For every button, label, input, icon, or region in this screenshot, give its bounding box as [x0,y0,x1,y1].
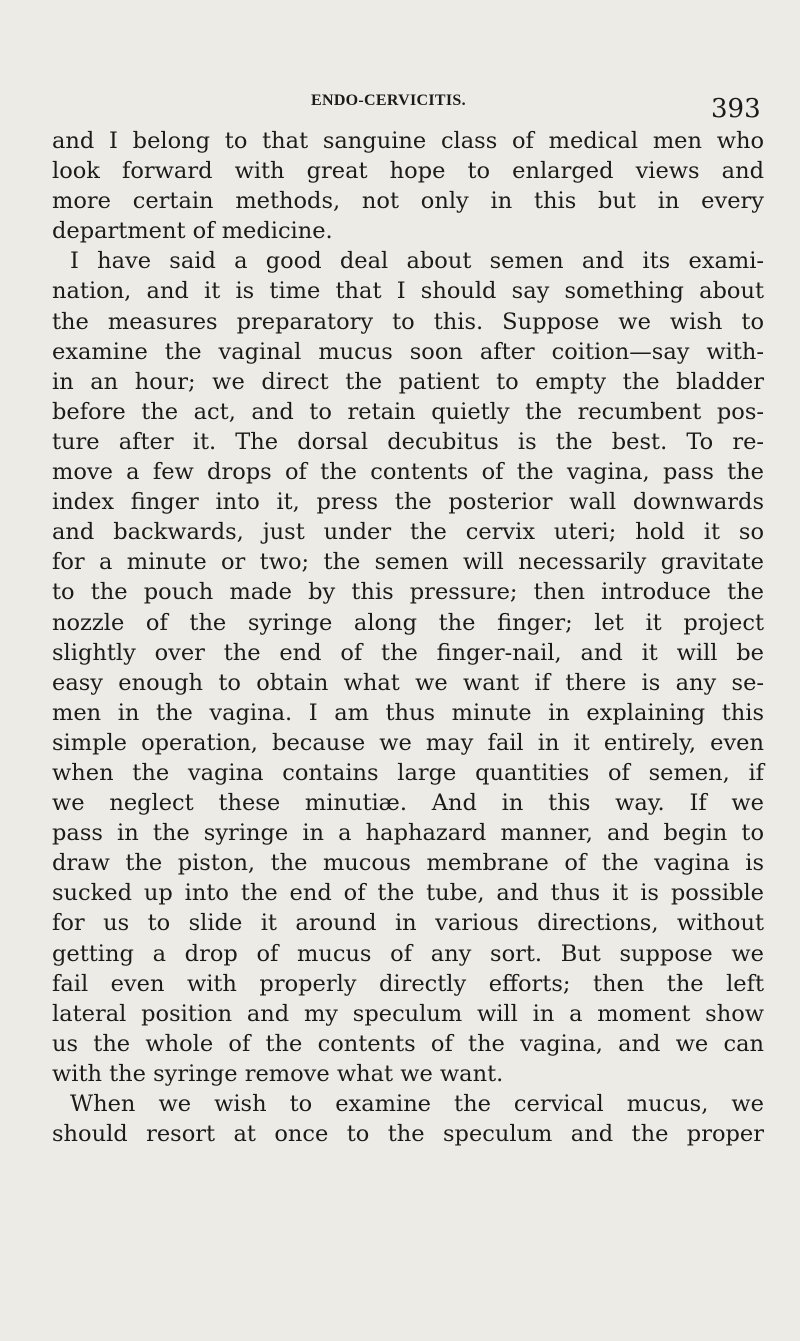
text-line: more certain methods, not only in this but in every [52,188,764,215]
text-line: easy enough to obtain what we want if there is any se- [52,669,764,696]
text-line: index finger into it, press the posterior wall downwards [52,489,764,516]
text-line: with the syringe remove what we want. [52,1060,504,1087]
text-line: examine the vaginal mucus soon after coition—say with- [52,338,764,365]
text-line: slightly over the end of the finger-nail, and it will be [52,639,764,666]
text-line: nation, and it is time that I should say something about [52,278,764,305]
text-line: look forward with great hope to enlarged views and [52,158,764,185]
text-line: for us to slide it around in various directions, without [52,910,764,937]
text-line: when the vagina contains large quantities of semen, if [52,759,764,786]
text-line: we neglect these minutiæ. And in this way. If we [52,790,764,817]
chapter-title: ENDO-CERVICITIS. [311,92,466,109]
text-line: should resort at once to the speculum and the proper [52,1121,764,1148]
running-head [0,88,800,124]
text-line: to the pouch made by this pressure; then introduce the [52,579,764,606]
text-line: draw the piston, the mucous membrane of the vagina is [52,850,764,877]
text-line: for a minute or two; the semen will necessarily gravitate [52,549,764,576]
text-line: fail even with properly directly efforts; then the left [52,970,764,997]
text-line: When we wish to examine the cervical mucus, we [70,1091,764,1117]
text-line: department of medicine. [52,218,333,245]
text-line: in an hour; we direct the patient to empty the bladder [52,368,764,395]
text-line: nozzle of the syringe along the finger; let it project [52,609,764,636]
text-line: simple operation, because we may fail in it entirely, even [52,729,764,756]
text-line: before the act, and to retain quietly the recumbent pos- [52,398,764,425]
text-line: lateral position and my speculum will in a moment show [52,1000,764,1027]
text-line: us the whole of the contents of the vagina, and we can [52,1030,764,1057]
text-line: and I belong to that sanguine class of medical men who [52,128,764,154]
page-number: 393 [711,94,761,124]
text-line: getting a drop of mucus of any sort. But suppose we [52,940,764,967]
text-line: the measures preparatory to this. Suppose we wish to [52,308,764,335]
text-line: men in the vagina. I am thus minute in explaining this [52,699,764,726]
text-line: pass in the syringe in a haphazard manner, and begin to [52,820,764,847]
text-line: sucked up into the end of the tube, and thus it is possible [52,880,764,907]
text-line: I have said a good deal about semen and its exami- [70,248,764,275]
text-line: and backwards, just under the cervix uteri; hold it so [52,519,764,546]
text-line: move a few drops of the contents of the vagina, pass the [52,459,764,486]
text-line: ture after it. The dorsal decubitus is the best. To re- [52,428,764,455]
body-text [52,126,764,1149]
